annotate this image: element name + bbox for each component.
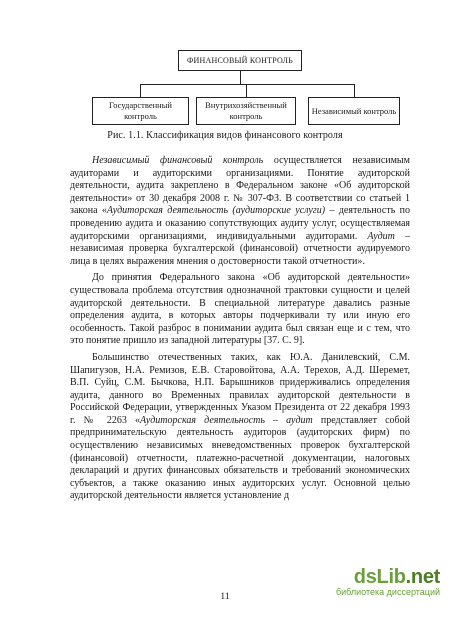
classification-diagram xyxy=(0,0,450,130)
watermark-subtitle: библиотека диссертаций xyxy=(335,587,440,597)
italic-term: Аудиторская деятельность (аудиторские услуги) xyxy=(106,205,326,217)
paragraph-3 xyxy=(70,352,410,503)
body-text xyxy=(70,155,410,507)
connector-vertical-main xyxy=(240,71,241,84)
text-span: – деятельность по проведению аудита и оказанию сопутствующих аудиту услуг, осуществляемая аудиторскими организациями, индивидуальными аудиторами. xyxy=(70,205,411,242)
connector-horizontal xyxy=(140,84,354,85)
diagram-box-internal-control: Внутрихозяйственный контроль xyxy=(196,97,296,125)
diagram-box-independent-control: Независимый контроль xyxy=(308,97,400,125)
figure-caption: Рис. 1.1. Классификация видов финансового контроля xyxy=(107,130,343,141)
diagram-box-state-control: Государственный контроль xyxy=(92,97,189,125)
connector-right xyxy=(354,84,355,97)
text-span: представляет собой предпринимательскую деятельность аудиторов (аудиторских фирм) по осуществлению независимых вневедомственных проверок бухгалтерской (финансовой) отчетности, платежно-расчетной документации, налоговых деклараций и других финансовых обязательств и требований экономических субъектов, а также оказанию иных аудиторских услуг. Основной целью аудиторской деятельности является установление д xyxy=(70,414,410,502)
italic-term: Аудит xyxy=(367,230,395,242)
italic-term: Независимый финансовый контроль xyxy=(92,155,264,166)
dslib-watermark[interactable] xyxy=(336,566,440,597)
connector-middle xyxy=(246,84,247,97)
diagram-box-financial-control: ФИНАНСОВЫЙ КОНТРОЛЬ xyxy=(178,50,302,71)
paragraph-1 xyxy=(70,155,410,268)
watermark-brand xyxy=(336,566,440,589)
watermark-brand-main: dsLib xyxy=(353,566,406,588)
text-span: осуществляется независимым аудиторами и аудиторскими организациями. Понятие аудиторской деятельности, аудита закреплено в Федеральном законе «Об аудиторской деятельности» от 30 декабря 2008 г. № 307-ФЗ. В соответствии со статьей 1 закона « xyxy=(70,155,410,217)
text-span: Большинство отечественных таких, как Ю.А. Данилевский, С.М. Шапигузов, Н.А. Ремизов, Е.В. Старовойтова, А.А. Терехов, А.Д. Шеремет, В.П. Суйц, С.М. Бычкова, Н.П. Барышников придерживались определения аудита, данного во Временных правилах аудиторской деятельности в Российской Федерации, утвержденных Указом Президента от 22 декабря 1993 г. № 2263 « xyxy=(70,351,410,426)
connector-left xyxy=(140,84,141,97)
paragraph-2: До принятия Федерального закона «Об аудиторской деятельности» существовала проблема отсутствия однозначной трактовки сущности и целей аудиторской деятельности. В специальной литературе давались разные определения аудита, в которых авторы подчеркивали ту или иную его особенность. Такой разброс в понимании аудита был связан еще и с тем, что это понятие пришло из западной литературы [37. С. 9]. xyxy=(70,272,410,347)
page-number: 11 xyxy=(220,592,230,602)
text-span: – независимая проверка бухгалтерской (финансовой) отчетности аудируемого лица в целях выражения мнения о достоверности такой отчетности». xyxy=(70,230,410,267)
italic-term: Аудиторская деятельность – аудит xyxy=(140,414,313,426)
watermark-brand-domain: .net xyxy=(405,566,440,588)
